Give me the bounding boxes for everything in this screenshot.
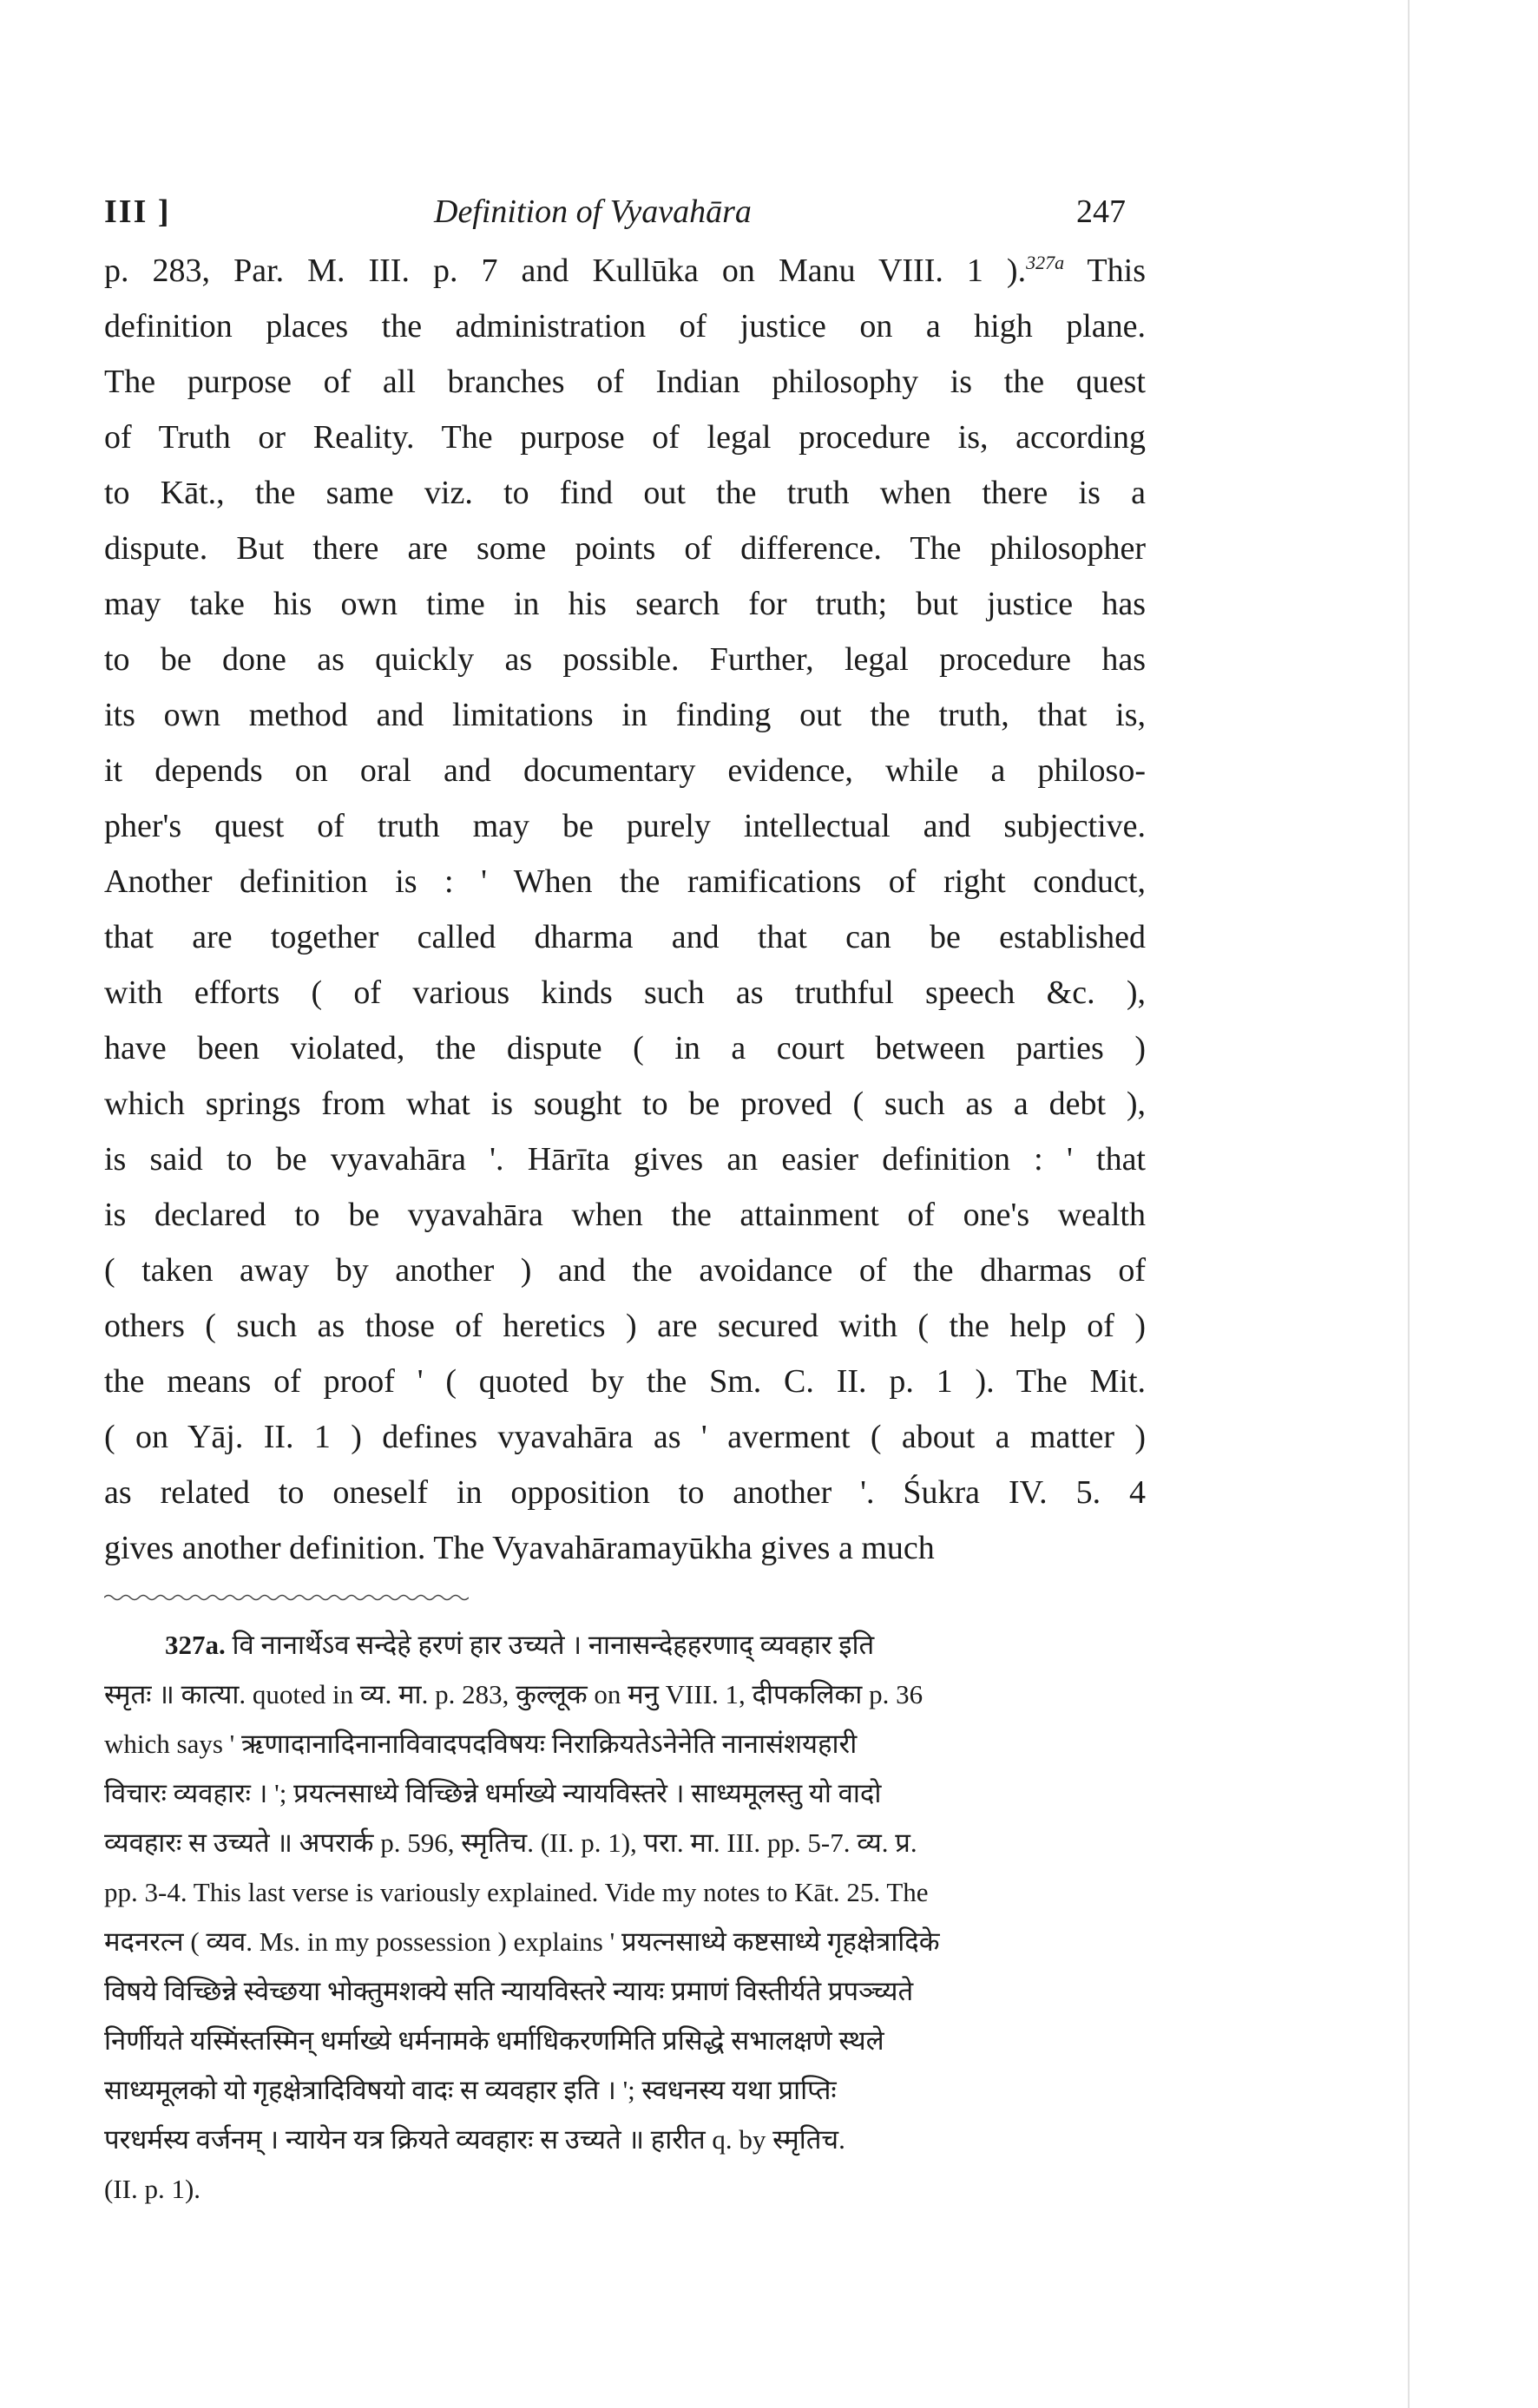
text-line: p. 283, Par. M. III. p. 7 and Kullūka on Manu VIII. 1 ).$^{327a}$ This [104, 252, 1146, 289]
footnote-line: मदनरत्न ( व्यव. Ms. in my possession ) explains ' प्रयत्नसाध्ये कष्टसाध्ये गृहक्षेत्रादिके [104, 1926, 940, 1957]
footnote-line: निर्णीयते यस्मिंस्तस्मिन् धर्माख्ये धर्मनामके धर्माधिकरणमिति प्रसिद्धे सभालक्षणे स्थले [104, 2025, 884, 2056]
text-line: of Truth or Reality. The purpose of legal procedure is, according [104, 419, 1146, 456]
text-line: to be done as quickly as possible. Further, legal procedure has [104, 641, 1146, 678]
text-line: ( on Yāj. II. 1 ) defines vyavahāra as ' averment ( about a matter ) [104, 1419, 1146, 1455]
text-line: ( taken away by another ) and the avoidance of the dharmas of [104, 1252, 1146, 1289]
footnote [104, 1620, 1146, 2214]
footnote-line: 327a. वि नानार्थेऽव सन्देहे हरणं हार उच्यते । नानासन्देहहरणाद् व्यवहार इति [165, 1630, 875, 1660]
text-line: as related to oneself in opposition to another '. Śukra IV. 5. 4 [104, 1474, 1146, 1511]
text-line: which springs from what is sought to be proved ( such as a debt ), [104, 1086, 1146, 1122]
text-line: is declared to be vyavahāra when the attainment of one's wealth [104, 1197, 1146, 1233]
text-line: The purpose of all branches of Indian philosophy is the quest [104, 364, 1146, 400]
book-page [104, 182, 1146, 2214]
text-line: it depends on oral and documentary evidence, while a philoso- [104, 752, 1146, 789]
chapter-number: III ] [104, 194, 171, 230]
footnote-line: साध्यमूलको यो गृहक्षेत्रादिविषयो वादः स व्यवहार इति । '; स्वधनस्य यथा प्राप्तिः [104, 2075, 837, 2105]
text-line: may take his own time in his search for truth; but justice has [104, 586, 1146, 622]
footnote-line: which says ' ऋणादानादिनानाविवादपदविषयः निराक्रियतेऽनेनेति नानासंशयहारी [104, 1729, 858, 1759]
text-line: to Kāt., the same viz. to find out the truth when there is a [104, 475, 1146, 511]
footnote-line: व्यवहारः स उच्यते ॥ अपरार्क p. 596, स्मृतिच. (II. p. 1), परा. मा. III. pp. 5-7. व्य. प्र. [104, 1827, 917, 1858]
text-line: with efforts ( of various kinds such as truthful speech &c. ), [104, 974, 1146, 1011]
footnote-divider [104, 1591, 469, 1604]
text-line: is said to be vyavahāra '. Hārīta gives an easier definition : ' that [104, 1141, 1146, 1178]
text-line: have been violated, the dispute ( in a court between parties ) [104, 1030, 1146, 1066]
page-number: 247 [1076, 194, 1126, 230]
footnote-marker: 327a. [165, 1630, 226, 1660]
footnote-line: विचारः व्यवहारः । '; प्रयत्नसाध्ये विच्छिन्ने धर्माख्ये न्यायविस्तरे । साध्यमूलस्तु यो वादो [104, 1778, 882, 1808]
text-line: pher's quest of truth may be purely intellectual and subjective. [104, 808, 1146, 844]
page-binding-line [1408, 0, 1410, 2408]
text-line: Another definition is : ' When the ramifications of right conduct, [104, 863, 1146, 900]
running-header [104, 182, 1146, 243]
footnote-line: विषये विच्छिन्ने स्वेच्छया भोक्तुमशक्ये सति न्यायविस्तरे न्यायः प्रमाणं विस्तीर्यते प्रपञ्च्यते [104, 1976, 914, 2006]
text-line: its own method and limitations in finding out the truth, that is, [104, 697, 1146, 733]
text-line: dispute. But there are some points of difference. The philosopher [104, 530, 1146, 567]
footnote-line: परधर्मस्य वर्जनम् । न्यायेन यत्र क्रियते व्यवहारः स उच्यते ॥ हारीत q. by स्मृतिच. [104, 2124, 845, 2155]
text-line: that are together called dharma and that can be established [104, 919, 1146, 955]
running-title: Definition of Vyavahāra [434, 194, 752, 230]
text-line: definition places the administration of justice on a high plane. [104, 308, 1146, 344]
text-line: others ( such as those of heretics ) are secured with ( the help of ) [104, 1308, 1146, 1344]
text-line: gives another definition. The Vyavahāramayūkha gives a much [104, 1530, 935, 1566]
footnote-line: (II. p. 1). [104, 2174, 201, 2204]
main-text [104, 243, 1146, 1576]
footnote-line: स्मृतः ॥ कात्या. quoted in व्य. मा. p. 283, कुल्लूक on मनु VIII. 1, दीपकलिका p. 36 [104, 1679, 923, 1709]
footnote-reference: 327a [1026, 252, 1065, 273]
text-line: the means of proof ' ( quoted by the Sm. C. II. p. 1 ). The Mit. [104, 1363, 1146, 1400]
footnote-line: pp. 3-4. This last verse is variously explained. Vide my notes to Kāt. 25. The [104, 1877, 929, 1907]
